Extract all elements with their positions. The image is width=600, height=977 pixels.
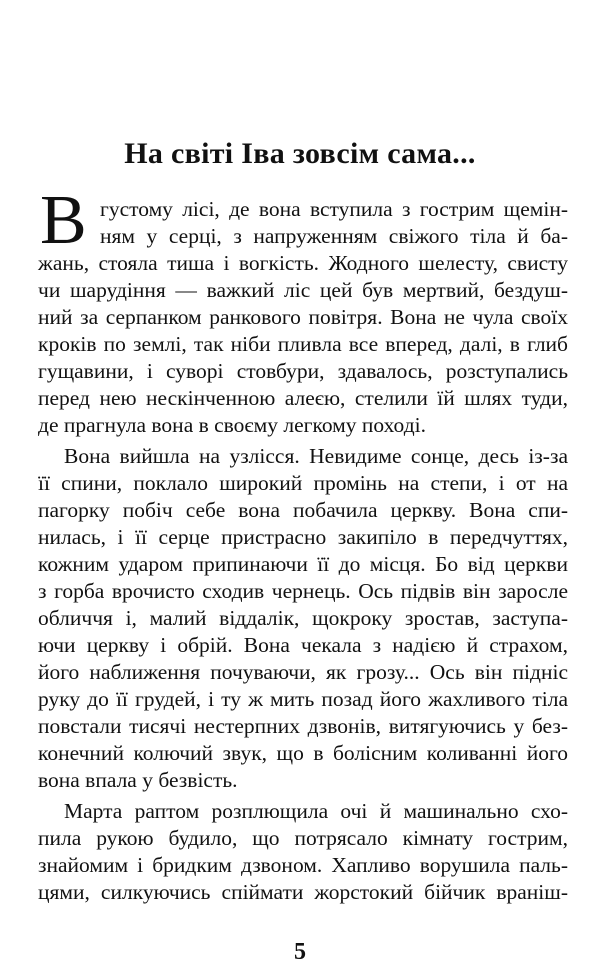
- text-line: ний за серпанком ранкового повітря. Вона не чула своїх: [38, 305, 568, 329]
- text-line: нилась, і її серце пристрасно закипіло в передчуттях,: [38, 525, 568, 549]
- text-line: її спини, поклало широкий промінь на степи, і от на: [38, 471, 568, 495]
- text-line: з горба врочисто сходив чернець. Ось підвів він заросле: [38, 579, 568, 603]
- text-line: де прагнула вона в своєму легкому поході.: [38, 413, 426, 437]
- text-line: повстали тисячі нестерпних дзвонів, витягуючись у без-: [38, 714, 568, 738]
- chapter-title: На світі Іва зовсім сама...: [124, 137, 476, 170]
- text-line: конечний колючий звук, що в болісним коливанні його: [38, 741, 568, 765]
- text-line: кроків по землі, так ніби пливла все вперед, далі, в глиб: [38, 332, 568, 356]
- text-line: цями, силкуючись спіймати жорстокий бійчик враніш-: [38, 880, 568, 904]
- text-line: ням у серці, з напруженням свіжого тіла й ба-: [100, 224, 568, 248]
- text-line: руку до її грудей, і ту ж мить позад його жахливого тіла: [38, 687, 568, 711]
- text-line: його наближення почуваючи, як грозу... Ось він підніс: [38, 660, 568, 684]
- text-line: пила рукою будило, що потрясало кімнату гострим,: [38, 826, 568, 850]
- text-line: Марта раптом розплющила очі й машинально схо-: [64, 799, 568, 823]
- text-line: густому лісі, де вона вступила з гострим щемін-: [100, 197, 568, 221]
- text-line: гущавини, і суворі стовбури, здавалось, розступались: [38, 359, 568, 383]
- text-line: ючи церкву і обрій. Вона чекала з надією й страхом,: [38, 633, 568, 657]
- text-line: знайомим і бридким дзвоном. Хапливо ворушила паль-: [38, 853, 568, 877]
- text-line: жань, стояла тиша і вогкість. Жодного шелесту, свисту: [38, 251, 568, 275]
- text-line: чи шарудіння — важкий ліс цей був мертвий, бездуш-: [38, 278, 568, 302]
- text-line: Вона вийшла на узлісся. Невидиме сонце, десь із-за: [64, 444, 568, 468]
- text-line: вона впала у безвість.: [38, 768, 238, 792]
- text-line: кожним ударом припинаючи її до місця. Бо від церкви: [38, 552, 568, 576]
- drop-cap: В: [40, 182, 87, 259]
- text-line: перед нею нескінченною алеєю, стелили їй шлях туди,: [38, 386, 568, 410]
- text-line: пагорку побіч себе вона побачила церкву. Вона спи-: [38, 498, 568, 522]
- page-number: 5: [294, 939, 306, 965]
- text-line: обличчя і, малий віддалік, щокроку зростав, заступа-: [38, 606, 568, 630]
